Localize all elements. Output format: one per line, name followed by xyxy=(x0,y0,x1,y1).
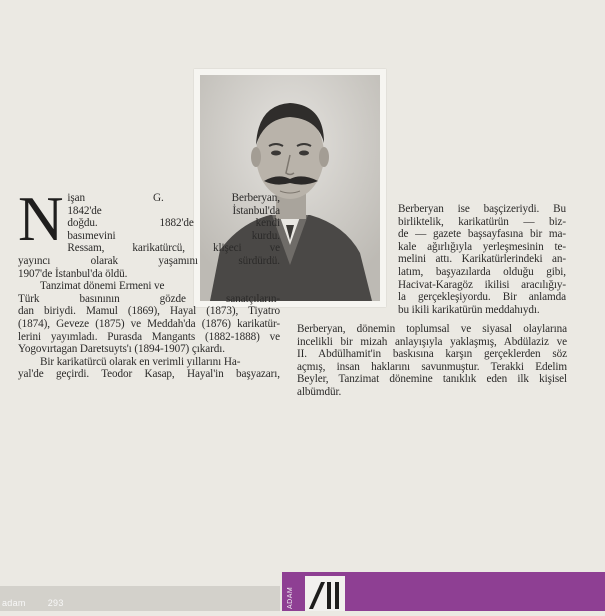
text-line: Yogovırtagan Daretsuyts'ı (1894-1907) çıkardı. xyxy=(18,343,225,356)
text-line: yal'de geçirdi. Teodor Kasap, Hayal'in başyazarı, xyxy=(18,368,280,381)
text-line: Hacivat-Karagöz ikilisi aracılığıy- xyxy=(398,278,566,291)
text-line: basımevini kurdu. xyxy=(67,229,280,242)
logo-mark-icon xyxy=(305,576,345,611)
publisher-name: adam xyxy=(2,598,26,608)
publisher-logo-vertical-text: ADAM xyxy=(287,586,294,609)
wide-column-text xyxy=(297,323,567,399)
text-line: latım, başyazılarda olduğu gibi, xyxy=(398,265,566,278)
drop-cap: N xyxy=(18,184,64,254)
text-line: doğdu. 1882'de kendi xyxy=(67,217,280,230)
text-line: Berberyan, dönemin toplumsal ve siyasal olaylarına xyxy=(297,323,567,335)
publisher-logo xyxy=(305,576,345,611)
text-line: bu ikili karikatürün meddahıydı. xyxy=(398,303,540,316)
text-line: 1842'de İstanbul'da xyxy=(67,204,280,217)
text-line: de — gazete başsayfasına bir ma- xyxy=(398,228,566,241)
text-line: incelikli bir mizah anlayışıyla yaklaşmış, Abdülaziz ve xyxy=(297,335,567,348)
footer-info xyxy=(2,598,64,608)
right-column-text xyxy=(398,203,566,316)
text-line: Türk basınının gözde sanatçıların- xyxy=(18,292,280,305)
text-line: dan biriydi. Mamul (1869), Hayal (1873), Tiyatro xyxy=(18,305,280,318)
text-line: 1907'de İstanbul'da öldü. xyxy=(18,267,128,280)
text-line: la gerçekleşiyordu. Bir anlamda xyxy=(398,291,566,304)
text-line: lerini yayımladı. Purasda Mangants (1882-1888) ve xyxy=(18,330,280,343)
text-line: Berberyan ise başçizeriydi. Bu xyxy=(398,203,566,215)
text-line: birliktelik, karikatürün — biz- xyxy=(398,215,566,228)
left-column-text xyxy=(18,184,280,381)
text-line: yayıncı olarak yaşamını sürdürdü. xyxy=(18,254,280,267)
text-line: II. Abdülhamit'in baskısına karşın gerçeklerden söz xyxy=(297,348,567,361)
text-line: melini attı. Karikatürlerindeki an- xyxy=(398,253,566,266)
text-line: Tanzimat dönemi Ermeni ve xyxy=(40,280,165,293)
text-line: (1874), Geveze (1875) ve Meddah'da (1876) karikatür- xyxy=(18,317,280,330)
text-line: Ressam, karikatürcü, klişeci ve xyxy=(67,242,280,255)
text-line: Beyler, Tanzimat dönemine tanıklık eden ilk kişisel xyxy=(297,373,567,386)
text-line: açmış, insan haklarını savunmuştur. Terakki Edelim xyxy=(297,360,567,373)
page-number: 293 xyxy=(47,598,64,608)
text-line: işan G. Berberyan, xyxy=(67,192,280,204)
text-line: Bir karikatürcü olarak en verimli yıllarını Ha- xyxy=(40,355,241,368)
text-line: kale ağırlığıyla yerleşmesinin te- xyxy=(398,240,566,253)
text-line: albümdür. xyxy=(297,385,342,398)
